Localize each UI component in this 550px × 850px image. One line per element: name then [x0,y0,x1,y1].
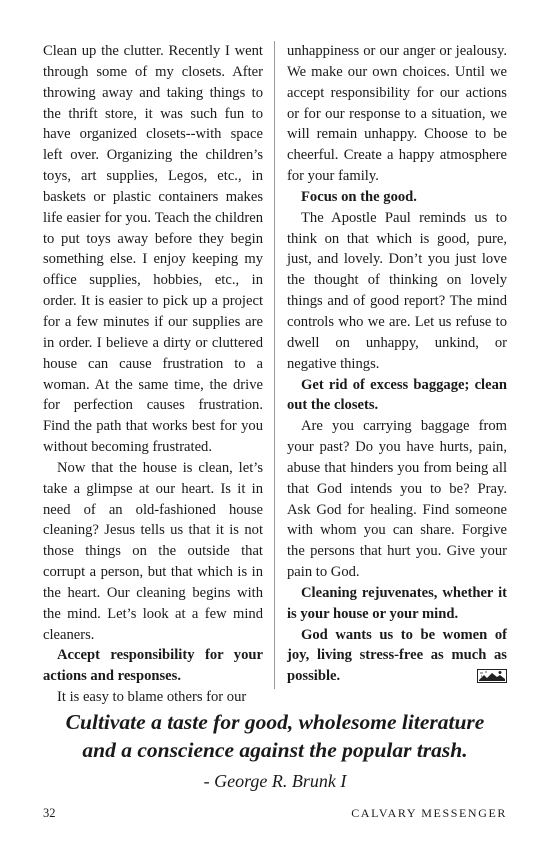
pull-quote-line: Cultivate a taste for good, wholesome literature [65,710,485,734]
paragraph: Are you carrying baggage from your past? Do you have hurts, pain, abuse that hinders you from being all that God intends you to be? Pray. Ask God for healing. Find someone with whom you can share. Forgive the persons that hurt you. Give your pain to God. [287,418,507,581]
page-footer [43,806,507,824]
closing-text: God wants us to be women of joy, living stress-free as much as possible. [287,626,507,685]
page-number: 32 [43,806,56,820]
paragraph: Now that the house is clean, let’s take a glimpse at our heart. Is it in need of an old-fashioned house cleaning? Jesus tells us that it is not those things on the outside that corrupt a person, but that which is in the heart. Our cleaning begins with the mind. Let’s look at a few mind cleaners. [43,459,263,643]
pull-quote-line: and a conscience against the popular trash. [82,738,468,762]
paragraph: unhappiness or our anger or jealousy. We make our own choices. Until we accept responsibility for our actions or for our response to a situation, we will remain unhappy. Choose to be cheerful. Create a happy atmosphere for your family. [287,43,507,185]
subheading: Accept responsibility for your actions and responses. [43,647,263,685]
publication-name: CALVARY MESSENGER [351,806,507,820]
subheading: Get rid of excess baggage; clean out the closets. [287,376,507,414]
quote-attribution: - George R. Brunk I [203,771,347,791]
paragraph: The Apostle Paul reminds us to think on that which is good, pure, just, and lovely. Don’t you just love the thought of thinking on lovely things and of good report? The mind controls who we are. Let us refuse to dwell on unhappy, unkind, or negative things. [287,209,507,372]
subheading: Focus on the good. [301,188,417,205]
article-body [43,41,507,706]
left-column [43,41,263,708]
paragraph: Clean up the clutter. Recently I went through some of my closets. After throwing away and taking things to the thrift store, it was such fun to have organized closets--with space left over. Organizing the children’s toys, art supplies, Legos, etc., in baskets or plastic containers makes life easier for you. Teach the children to put toys away before they begin something else. I enjoy keeping my office supplies, hobbies, etc., in order. It is easier to pick up a project for a few minutes if our supplies are in order. I believe a dirty or cluttered house can cause frustration to a woman. At the same time, the drive for perfection causes frustration. Find the path that works best for you without becoming frustrated. [43,43,263,456]
right-column [287,41,507,687]
paragraph: It is easy to blame others for our [57,689,247,706]
subheading: Cleaning rejuvenates, whether it is your house or your mind. [287,584,507,622]
closing-subheading [287,625,507,688]
column-divider [274,41,275,689]
pull-quote [0,708,550,764]
landscape-ornament-icon [477,669,507,683]
